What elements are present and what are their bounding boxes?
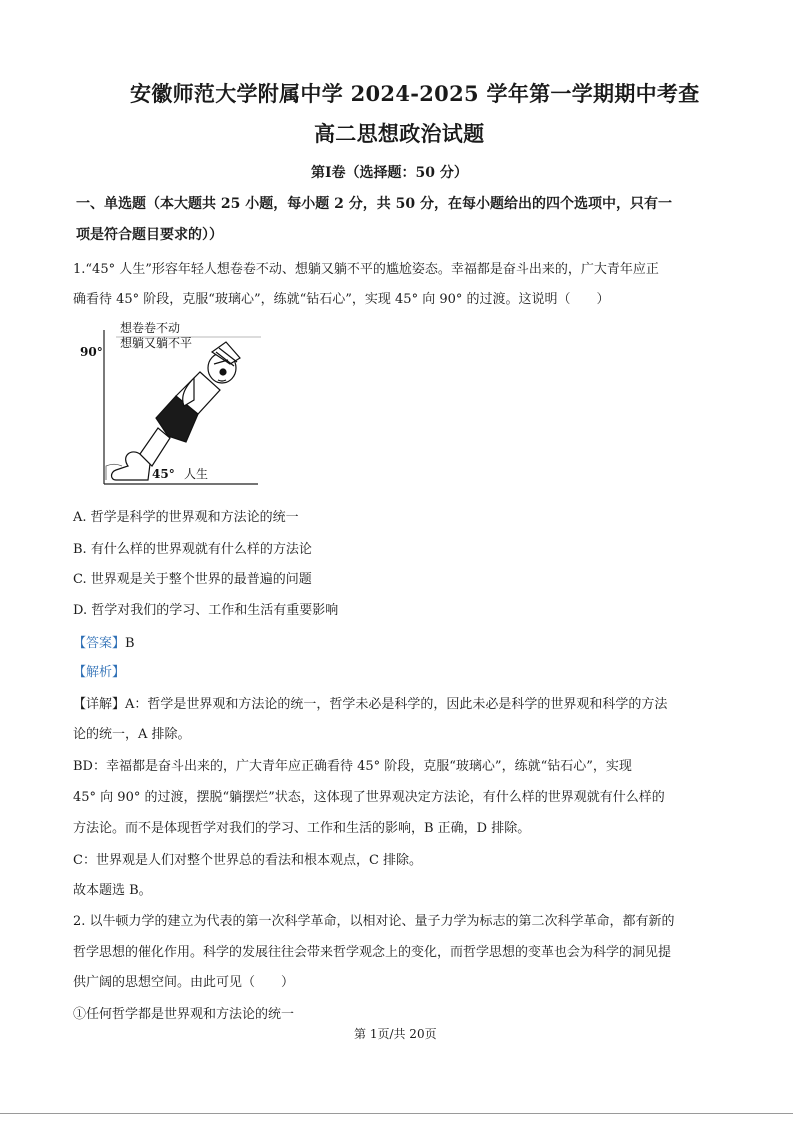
figure-caption-line-1: 想卷卷不动 bbox=[120, 321, 181, 335]
question-2-stem-line-2: 哲学思想的催化作用。科学的发展往往会带来哲学观念上的变化，而哲学思想的变革也会为科学的洞见提 bbox=[73, 945, 672, 960]
answer-line bbox=[73, 632, 135, 651]
label-90-degrees: 90° bbox=[80, 345, 103, 359]
bd-line-2: 45° 向 90° 的过渡，摆脱“躺摆烂”状态，这体现了世界观决定方法论，有什么样的世界观就有什么样的 bbox=[73, 790, 665, 805]
bd-line-3: 方法论。而不是体现哲学对我们的学习、工作和生活的影响，B 正确，D 排除。 bbox=[73, 821, 531, 836]
option-b: B. 有什么样的世界观就有什么样的方法论 bbox=[73, 542, 312, 557]
label-45-degrees: 45° bbox=[152, 467, 175, 481]
detail-tag: 【详解】 bbox=[73, 697, 126, 712]
detail-line-1 bbox=[73, 693, 667, 712]
instructions-line-2: 项是符合题目要求的）） bbox=[76, 227, 223, 243]
question-1-stem-line-2: 确看待 45° 阶段，克服“玻璃心”，练就“钻石心”，实现 45° 向 90° 的过渡。这说明（ ） bbox=[73, 292, 610, 307]
detail-text-1: A：哲学是世界观和方法论的统一，哲学未必是科学的，因此未必是科学的世界观和科学的方法 bbox=[125, 697, 668, 712]
figure-caption-line-2: 想躺又躺不平 bbox=[120, 336, 193, 350]
bd-line-1: BD：幸福都是奋斗出来的，广大青年应正确看待 45° 阶段，克服“玻璃心”，练就“钻石心”，实现 bbox=[73, 759, 632, 774]
analysis-tag: 【解析】 bbox=[73, 665, 126, 680]
detail-line-2: 论的统一，A 排除。 bbox=[73, 727, 191, 742]
conclusion-line: 故本题选 B。 bbox=[73, 883, 152, 898]
page-number: 第 1页/共 20页 bbox=[354, 1027, 437, 1041]
question-2-stem-line-1: 2. 以牛顿力学的建立为代表的第一次科学革命，以相对论、量子力学为标志的第二次科学革命，都有新的 bbox=[73, 914, 675, 929]
document-subtitle: 高二思想政治试题 bbox=[314, 121, 485, 146]
answer-value: B bbox=[125, 636, 135, 651]
bottom-divider bbox=[0, 1113, 793, 1114]
document-title: 安徽师范大学附属中学 2024-2025 学年第一学期期中考查 bbox=[130, 81, 700, 106]
option-c: C. 世界观是关于整个世界的最普遍的问题 bbox=[73, 572, 312, 587]
question-2-stem-line-3: 供广阔的思想空间。由此可见（ ） bbox=[73, 975, 295, 990]
section-heading: 第Ⅰ卷（选择题：50 分） bbox=[311, 165, 468, 181]
question-2-item-1: ①任何哲学都是世界观和方法论的统一 bbox=[73, 1007, 295, 1022]
question-1-figure bbox=[76, 316, 276, 488]
instructions-line-1: 一、单选题（本大题共 25 小题，每小题 2 分，共 50 分，在每小题给出的四个选项中，只有一 bbox=[76, 196, 672, 212]
option-d: D. 哲学对我们的学习、工作和生活有重要影响 bbox=[73, 603, 339, 618]
answer-tag: 【答案】 bbox=[73, 636, 126, 651]
option-a: A. 哲学是科学的世界观和方法论的统一 bbox=[73, 510, 299, 525]
label-life: 人生 bbox=[184, 467, 209, 481]
leaning-person-illustration bbox=[112, 342, 241, 480]
question-1-stem-line-1: 1.“45° 人生”形容年轻人想卷卷不动、想躺又躺不平的尴尬姿态。幸福都是奋斗出来的，广大青年应正 bbox=[73, 262, 659, 277]
c-line: C：世界观是人们对整个世界总的看法和根本观点，C 排除。 bbox=[73, 853, 423, 868]
